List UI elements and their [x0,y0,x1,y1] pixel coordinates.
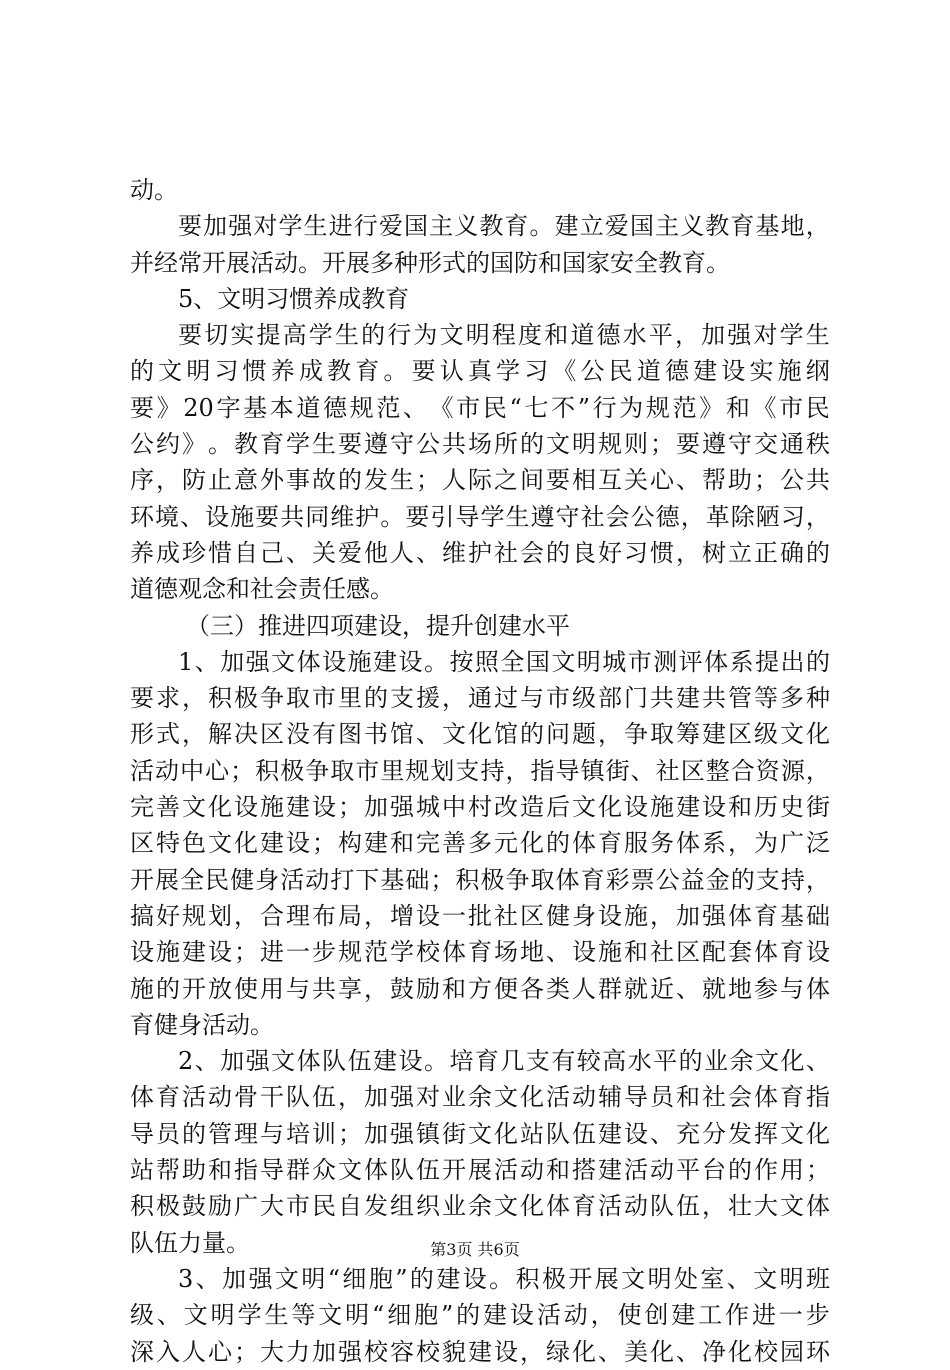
text-line: 要 加 强 对 学 生 进 行 爱 国 主 义 教 育 。 建 立 爱 国 主 义 教 育 基 地 ， [178,212,830,241]
text-line: 要 切 实 提 高 学 生 的 行 为 文 明 程 度 和 道 德 水 平 ， 加 强 对 学 生 [178,321,830,350]
text-line: 要 》 20 字 基 本 道 德 规 范 、 《 市 民 “ 七 不 ” 行 为 规 范 》 和 《 市 民 [130,393,830,422]
text-line: 施 的 开 放 使 用 与 共 享 ， 鼓 励 和 方 便 各 类 人 群 就 近 、 就 地 参 与 体 [130,974,830,1003]
text-line: 深 入 人 心 ； 大 力 加 强 校 容 校 貌 建 设 ， 绿 化 、 美 化 、 净 化 校 园 环 [130,1337,830,1366]
text-line: 公 约 》 。 教 育 学 生 要 遵 守 公 共 场 所 的 文 明 规 则 ； 要 遵 守 交 通 秩 [130,430,830,459]
text-line: 道德观念和社会责任感。 [130,575,394,604]
text-line: （三）推进四项建设，提升创建水平 [186,611,570,640]
text-line: 搞 好 规 划 ， 合 理 布 局 ， 增 设 一 批 社 区 健 身 设 施 ， 加 强 体 育 基 础 [130,901,830,930]
text-line: 站 帮 助 和 指 导 群 众 文 体 队 伍 开 展 活 动 和 搭 建 活 动 平 台 的 作 用 ； [130,1156,830,1185]
text-line: 活 动 中 心 ； 积 极 争 取 市 里 规 划 支 持 ， 指 导 镇 街 、 社 区 整 合 资 源 ， [130,756,830,785]
text-line: 2 、 加 强 文 体 队 伍 建 设 。 培 育 几 支 有 较 高 水 平 的 业 余 文 化 、 [178,1047,830,1076]
text-line: 并经常开展活动。开展多种形式的国防和国家安全教育。 [130,248,730,277]
text-line: 体 育 活 动 骨 干 队 伍 ， 加 强 对 业 余 文 化 活 动 辅 导 员 和 社 会 体 育 指 [130,1083,830,1112]
text-line: 养 成 珍 惜 自 己 、 关 爱 他 人 、 维 护 社 会 的 良 好 习 惯 ， 树 立 正 确 的 [130,538,830,567]
text-line: 的 文 明 习 惯 养 成 教 育 。 要 认 真 学 习 《 公 民 道 德 建 设 实 施 纲 [130,357,830,386]
text-line: 设 施 建 设 ； 进 一 步 规 范 学 校 体 育 场 地 、 设 施 和 社 区 配 套 体 育 设 [130,938,830,967]
text-line: 队伍力量。 [130,1228,250,1257]
text-line: 动。 [130,176,178,204]
text-line: 积 极 鼓 励 广 大 市 民 自 发 组 织 业 余 文 化 体 育 活 动 队 伍 ， 壮 大 文 体 [130,1192,830,1221]
text-line: 导 员 的 管 理 与 培 训 ； 加 强 镇 街 文 化 站 队 伍 建 设 、 充 分 发 挥 文 化 [130,1119,830,1148]
text-line: 序 ， 防 止 意 外 事 故 的 发 生 ； 人 际 之 间 要 相 互 关 心 、 帮 助 ； 公 共 [130,466,830,495]
text-line: 形 式 ， 解 决 区 没 有 图 书 馆 、 文 化 馆 的 问 题 ， 争 取 筹 建 区 级 文 化 [130,720,830,749]
page-footer: 第3页 共6页 [430,1240,520,1259]
text-line: 级 、 文 明 学 生 等 文 明 “ 细 胞 ” 的 建 设 活 动 ， 使 创 建 工 作 进 一 步 [130,1301,830,1330]
document-body [130,172,830,1370]
text-line: 环 境 、 设 施 要 共 同 维 护 。 要 引 导 学 生 遵 守 社 会 公 德 ， 革 除 陋 习 ， [130,502,830,531]
text-line: 5、文明习惯养成教育 [178,284,410,313]
text-line: 区 特 色 文 化 建 设 ； 构 建 和 完 善 多 元 化 的 体 育 服 务 体 系 ， 为 广 泛 [130,829,830,858]
text-line: 开 展 全 民 健 身 活 动 打 下 基 础 ； 积 极 争 取 体 育 彩 票 公 益 金 的 支 持 ， [130,865,830,894]
text-line: 3 、 加 强 文 明 “ 细 胞 ” 的 建 设 。 积 极 开 展 文 明 处 室 、 文 明 班 [178,1264,830,1293]
text-line: 要 求 ， 积 极 争 取 市 里 的 支 援 ， 通 过 与 市 级 部 门 共 建 共 管 等 多 种 [130,684,830,713]
text-line: 育健身活动。 [130,1010,274,1039]
text-line: 完 善 文 化 设 施 建 设 ； 加 强 城 中 村 改 造 后 文 化 设 施 建 设 和 历 史 街 [130,793,830,822]
text-line: 1 、 加 强 文 体 设 施 建 设 。 按 照 全 国 文 明 城 市 测 评 体 系 提 出 的 [178,647,830,676]
